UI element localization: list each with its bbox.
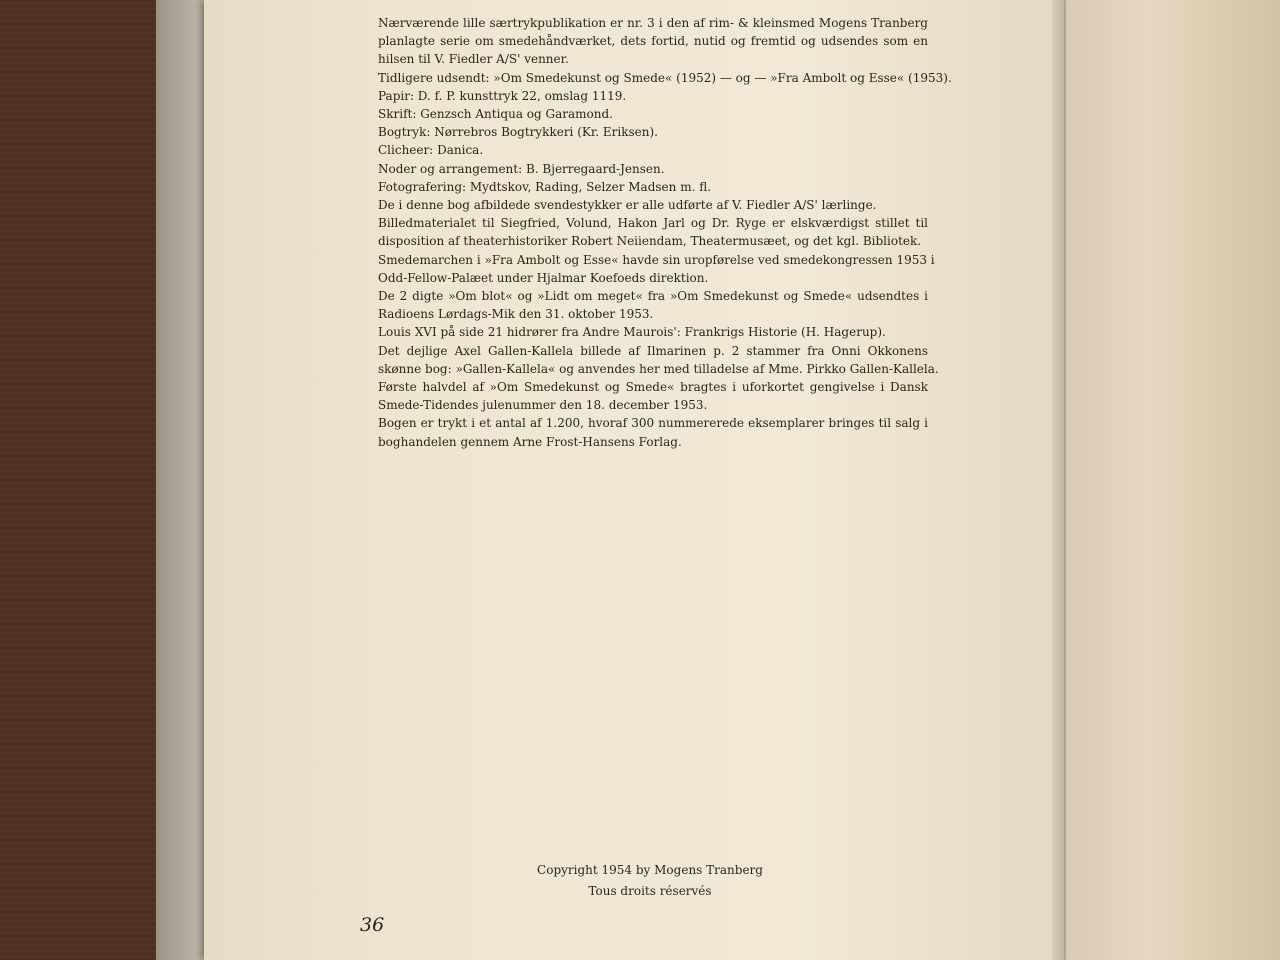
colophon-line: De i denne bog afbildede svendestykker er alle udførte af V. Fiedler A/S' lærlinge. — [378, 198, 877, 213]
colophon-line: Tidligere udsendt: »Om Smedekunst og Smede« (1952) — og — »Fra Ambolt og Esse« (1953). — [378, 70, 952, 85]
colophon-paragraph — [378, 123, 928, 141]
colophon-line: Noder og arrangement: B. Bjerregaard-Jensen. — [378, 161, 665, 176]
wooden-surface — [0, 0, 160, 960]
colophon-line: De 2 digte »Om blot« og »Lidt om meget« fra »Om Smedekunst og Smede« udsendtes i — [378, 289, 928, 304]
colophon-line: Smede-Tidendes julenummer den 18. december 1953. — [378, 398, 708, 413]
colophon-line: planlagte serie om smedehåndværket, dets fortid, nutid og fremtid og udsendes som en — [378, 34, 928, 49]
colophon-paragraph — [378, 214, 928, 250]
copyright-line: Copyright 1954 by Mogens Tranberg — [537, 863, 763, 877]
colophon-paragraph — [378, 14, 928, 69]
colophon-line: Nærværende lille særtrykpublikation er nr. 3 i den af rim- & kleinsmed Mogens Tranberg — [378, 16, 928, 30]
facing-page — [1060, 0, 1280, 960]
colophon-line: Det dejlige Axel Gallen-Kallela billede af Ilmarinen p. 2 stammer fra Onni Okkonens — [378, 343, 928, 358]
colophon-line: disposition af theaterhistoriker Robert Neiiendam, Theatermusæet, og det kgl. Bibliotek. — [378, 234, 922, 249]
colophon-line: Første halvdel af »Om Smedekunst og Smede« bragtes i uforkortet gengivelse i Dansk — [378, 380, 928, 395]
colophon-paragraph — [378, 160, 928, 178]
colophon-paragraph — [378, 141, 928, 159]
colophon-paragraph — [378, 105, 928, 123]
colophon-paragraph — [378, 251, 935, 287]
colophon-paragraph — [378, 178, 928, 196]
colophon-line: Smedemarchen i »Fra Ambolt og Esse« havde sin uropførelse ved smedekongressen 1953 i — [378, 252, 935, 267]
colophon-paragraph — [378, 414, 928, 450]
rights-reserved-line: Tous droits réservés — [588, 884, 712, 898]
colophon-text — [378, 14, 952, 451]
colophon-line: Skrift: Genzsch Antiqua og Garamond. — [378, 107, 613, 122]
copyright-notice — [480, 860, 820, 902]
colophon-line: hilsen til V. Fiedler A/S' venner. — [378, 52, 569, 67]
colophon-paragraph — [378, 323, 928, 341]
colophon-line: Fotografering: Mydtskov, Rading, Selzer Madsen m. fl. — [378, 179, 712, 194]
colophon-paragraph — [378, 196, 928, 214]
colophon-line: Papir: D. f. P. kunsttryk 22, omslag 1119. — [378, 88, 627, 103]
colophon-line: skønne bog: »Gallen-Kallela« og anvendes her med tilladelse af Mme. Pirkko Gallen-Kallela. — [378, 361, 939, 376]
colophon-line: Louis XVI på side 21 hidrører fra Andre Maurois': Frankrigs Historie (H. Hagerup). — [378, 325, 886, 340]
colophon-paragraph — [378, 378, 928, 414]
colophon-line: Bogtryk: Nørrebros Bogtrykkeri (Kr. Eriksen). — [378, 125, 658, 140]
colophon-line: Odd-Fellow-Palæet under Hjalmar Koefoeds direktion. — [378, 270, 709, 285]
colophon-paragraph — [378, 342, 939, 378]
colophon-paragraph — [378, 87, 928, 105]
colophon-line: Billedmaterialet til Siegfried, Volund, Hakon Jarl og Dr. Ryge er elskværdigst stillet til — [378, 216, 928, 231]
colophon-paragraph — [378, 287, 928, 323]
page-number: 36 — [360, 914, 385, 936]
page-fold-shadow — [1052, 0, 1066, 960]
colophon-line: boghandelen gennem Arne Frost-Hansens Forlag. — [378, 434, 682, 449]
colophon-line: Clicheer: Danica. — [378, 143, 484, 158]
colophon-paragraph — [378, 69, 952, 87]
colophon-line: Radioens Lørdags-Mik den 31. oktober 1953. — [378, 307, 654, 322]
colophon-line: Bogen er trykt i et antal af 1.200, hvoraf 300 nummererede eksemplarer bringes til salg i — [378, 416, 928, 431]
